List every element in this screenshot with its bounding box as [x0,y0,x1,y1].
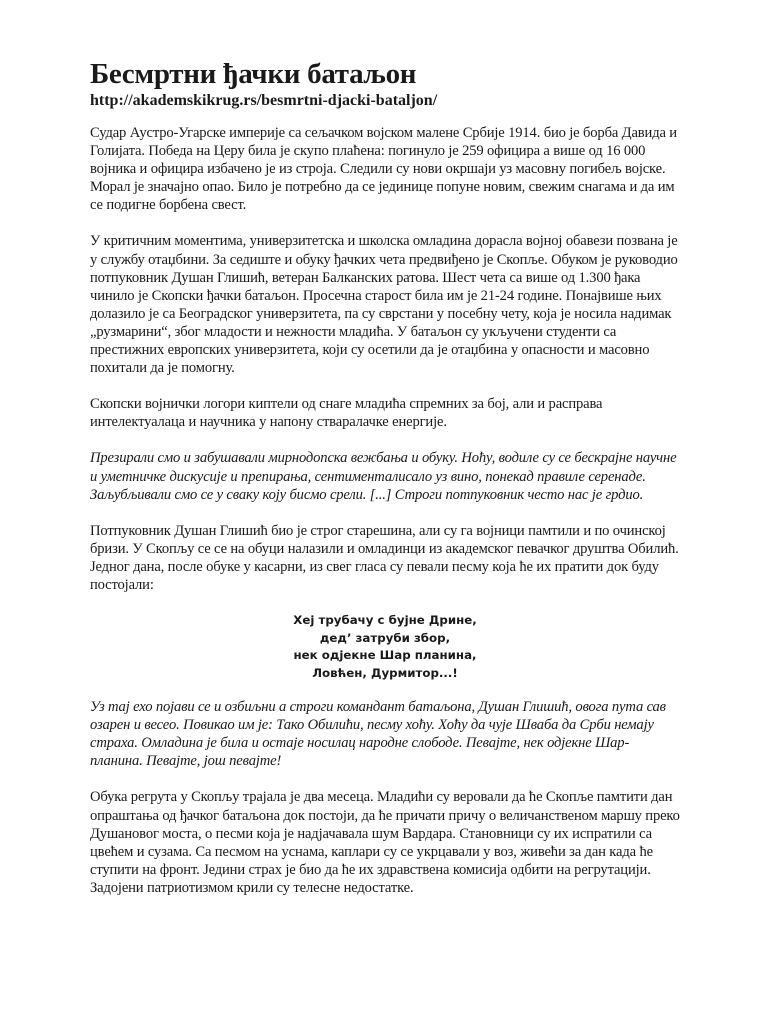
memoir-quote-1: Презирали смо и забушавали мирнодопска вежбања и обуку. Ноћу, водиле су се бескрајне научне и уметничке дискусије и препирања, сентименталисало уз вино, понекад правиле серенаде. Заљубљивали смо се у сваку коју бисмо срели. [...] Строги потпуковник често нас је грдио. [90,450,677,503]
article-title: Бесмртни ђачки батаљон [90,58,417,90]
paragraph-5: Обука регрута у Скопљу трајала је два месеца. Младићи су веровали да ће Скопље памтити дан опраштања од ђачког батаљона док постоји, да ће причати причу о величанственом маршу преко Душановог моста, о песми која је надјачавала шум Вардара. Становници су их испратили са цвећем и сузама. Са песмом на уснама, каплари су се укрцавали у воз, живећи за дан када ће ступити на фронт. Једини страх је био да ће их здравствена комисија одбити на регрутацији. Задојени патриотизмом крили су телесне недостатке. [90,789,680,896]
verse-line-4: Ловћен, Дурмитор...! [312,665,458,680]
paragraph-3: Скопски војнички логори киптели од снаге младића спремних за бој, али и расправа интелектуалаца и научника у напону стваралачке енергије. [90,396,603,431]
paragraph-2: У критичним моментима, универзитетска и школска омладина дорасла војној обавези позвана је у службу отаџбини. За седиште и обуку ђачких чета предвиђено је Скопље. Обуком је руководио потпуковник Душан Глишић, ветеран Балканских ратова. Шест чета са више од 1.300 ђака чинило је Скопски ђачки батаљон. Просечна старост била им је 21-24 године. Понајвише њих долазило је са Београдског универзитета, па су сврстани у посебну чету, која је носила надимак „рузмарини“, због младости и нежности младића. У батаљон су укључени студенти са престижних европских универзитета, који су осетили да је отаџбина у опасности и масовно похитали да је помогну. [90,233,678,377]
verse-line-1: Хеј трубачу с бујне Дрине, [293,613,477,628]
memoir-quote-2: Уз тај ехо појави се и озбиљни а строги командант батаљона, Душан Глишић, овога пута сав озарен и весео. Повикао им је: Тако Обилићи, песму хоћу. Хоћу да чује Шваба да Срби немају страха. Омладина је била и остаје носилац народне слободе. Певајте, нек одјекне Шар-планина. Певајте, још певајте! [90,699,666,770]
verse-line-2: дед’ затруби збор, [319,630,451,645]
paragraph-4: Потпуковник Душан Глишић био је строг старешина, али су га војници памтили и по очинској бризи. У Скопљу се се на обуци налазили и омладинци из академског певачког друштва Обилић. Једног дана, после обуке у касарни, из свег гласа су певали песму која ће их пратити док буду постојали: [90,522,679,593]
song-verse [90,612,680,682]
article-body [90,58,680,915]
verse-line-3: нек одјекне Шар планина, [293,648,477,663]
paragraph-1: Судар Аустро-Угарске империје са сељачком војском малене Србије 1914. био је борба Давида и Голијата. Победа на Церу била је скупо плаћена: погинуло је 259 официра а више од 16 000 војника и официра избачено је из строја. Следили су нови окршаји уз масовну погибељ војске. Морал је значајно опао. Било је потребно да се јединице попуне новим, свежим снагама и да им се подигне борбена свест. [90,125,677,214]
source-url: http://akademskikrug.rs/besmrtni-djacki-bataljon/ [90,92,438,109]
